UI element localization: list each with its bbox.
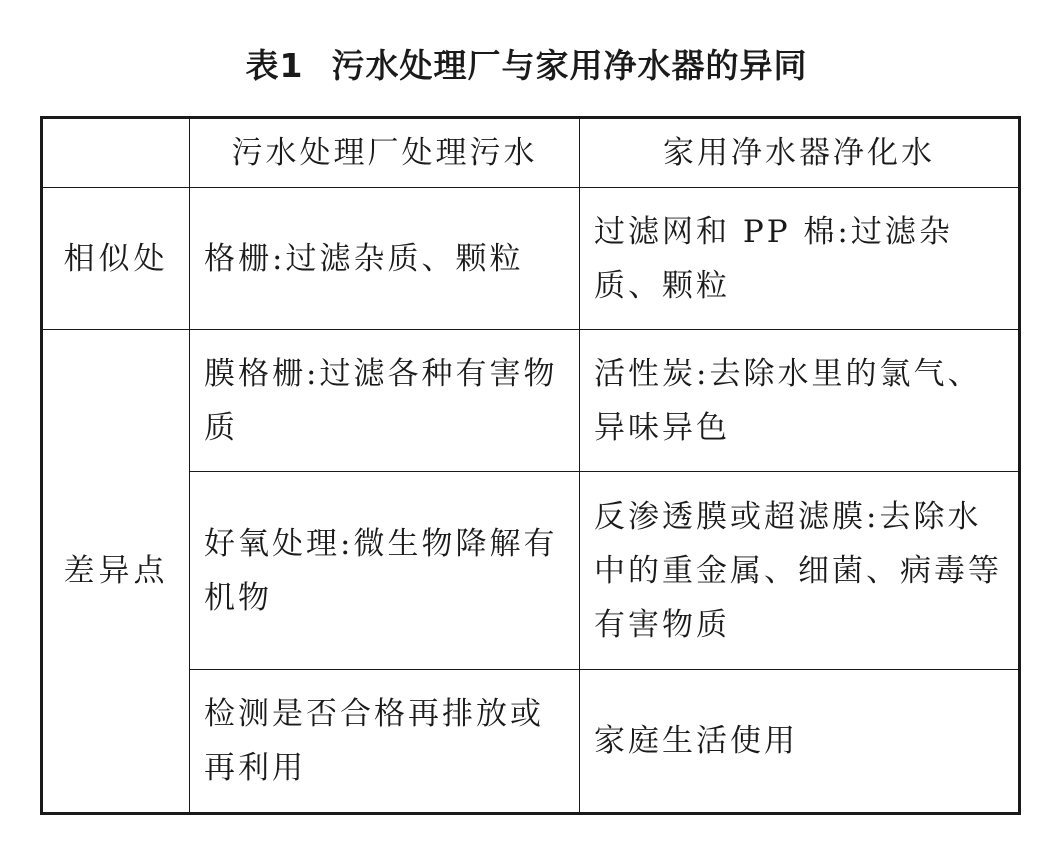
purifier-cell-household-use: 家庭生活使用 bbox=[580, 670, 1020, 814]
purifier-cell-activated-carbon: 活性炭:去除水里的氯气、异味异色 bbox=[580, 330, 1020, 472]
row-label-similarity: 相似处 bbox=[42, 188, 190, 330]
table-caption bbox=[0, 44, 1053, 88]
plant-cell-inspection: 检测是否合格再排放或再利用 bbox=[190, 670, 580, 814]
plant-cell-aerobic: 好氧处理:微生物降解有机物 bbox=[190, 472, 580, 670]
table-title: 污水处理厂与家用净水器的异同 bbox=[331, 46, 808, 85]
purifier-cell-filter: 过滤网和 PP 棉:过滤杂质、颗粒 bbox=[580, 188, 1020, 330]
purifier-cell-membrane: 反渗透膜或超滤膜:去除水中的重金属、细菌、病毒等有害物质 bbox=[580, 472, 1020, 670]
plant-cell-screen: 格栅:过滤杂质、颗粒 bbox=[190, 188, 580, 330]
plant-cell-membrane-screen: 膜格栅:过滤各种有害物质 bbox=[190, 330, 580, 472]
header-corner-cell bbox=[42, 118, 190, 188]
row-label-difference: 差异点 bbox=[42, 330, 190, 814]
table-row-similarity bbox=[42, 188, 1020, 330]
table-number: 表1 bbox=[245, 46, 304, 85]
header-purifier: 家用净水器净化水 bbox=[580, 118, 1020, 188]
table-row-difference-1 bbox=[42, 330, 1020, 472]
table-header-row bbox=[42, 118, 1020, 188]
comparison-table bbox=[40, 116, 1021, 815]
header-plant: 污水处理厂处理污水 bbox=[190, 118, 580, 188]
